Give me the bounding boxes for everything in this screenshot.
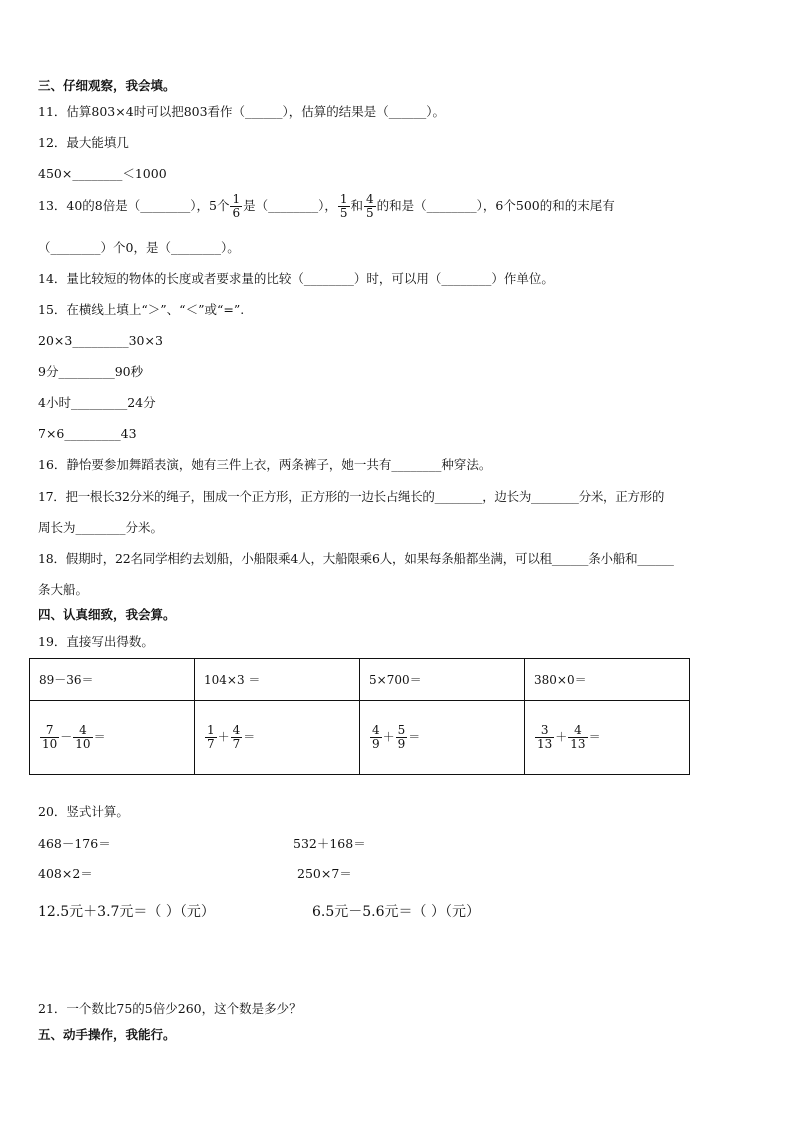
question-20: 20．竖式计算。 xyxy=(38,804,129,819)
question-20-item-e: 12.5元＋3.7元＝（ ）（元） xyxy=(38,904,215,920)
fraction: $\frac{4}{7}$ xyxy=(232,723,241,751)
table-cell: 380×0＝ xyxy=(525,659,690,701)
equals-sign: ＝ xyxy=(588,730,601,744)
table-cell: 5×700＝ xyxy=(360,659,525,701)
fraction-4-5: $\frac{4}{5}$ xyxy=(366,192,374,220)
q13-text-1: 13．40的8倍是（________），5个 xyxy=(38,198,230,213)
equals-sign: ＝ xyxy=(93,730,106,744)
table-cell: 104×3 ＝ xyxy=(195,659,360,701)
section-5-heading: 五、动手操作，我能行。 xyxy=(38,1027,176,1042)
operator: ＋ xyxy=(217,730,230,744)
fraction: $\frac{4}{10}$ xyxy=(75,723,91,751)
question-20-item-b: 532＋168＝ xyxy=(293,836,366,851)
question-12: 12．最大能填几 xyxy=(38,135,129,150)
equals-sign: ＝ xyxy=(408,730,421,744)
question-13-line-2: （________）个0，是（________）。 xyxy=(38,240,240,255)
question-20-item-c: 408×2＝ xyxy=(38,866,93,881)
question-20-item-a: 468－176＝ xyxy=(38,836,111,851)
fraction: $\frac{4}{9}$ xyxy=(372,723,380,751)
fraction: $\frac{5}{9}$ xyxy=(397,723,406,751)
question-12-item: 450×________＜1000 xyxy=(38,166,167,181)
operator: ＋ xyxy=(382,730,395,744)
fraction-1-6: $\frac{1}{6}$ xyxy=(232,192,241,220)
question-18-line-1: 18．假期时，22名同学相约去划船，小船限乘4人，大船限乘6人，如果每条船都坐满，可以租______条小船和______ xyxy=(38,551,674,566)
table-cell xyxy=(195,701,360,775)
fraction: $\frac{4}{13}$ xyxy=(570,723,586,751)
question-16: 16．静怡要参加舞蹈表演，她有三件上衣，两条裤子，她一共有________种穿法。 xyxy=(38,457,492,472)
equals-sign: ＝ xyxy=(243,730,256,744)
question-19: 19．直接写出得数。 xyxy=(38,634,154,649)
question-15: 15．在横线上填上“＞”、“＜”或“=”. xyxy=(38,302,245,317)
question-20-item-d: 250×7＝ xyxy=(297,866,352,881)
operator: ＋ xyxy=(555,730,568,744)
question-18-line-2: 条大船。 xyxy=(38,582,89,597)
question-15-item-a: 20×3_________30×3 xyxy=(38,333,163,348)
fraction: $\frac{1}{7}$ xyxy=(207,723,215,751)
question-15-item-c: 4小时_________24分 xyxy=(38,395,156,410)
question-17-line-2: 周长为________分米。 xyxy=(38,520,164,535)
fraction: $\frac{3}{13}$ xyxy=(537,723,553,751)
question-15-item-d: 7×6_________43 xyxy=(38,426,137,441)
table-cell xyxy=(30,701,195,775)
question-20-item-f: 6.5元－5.6元＝（ ）（元） xyxy=(312,904,480,920)
fraction-1-5: $\frac{1}{5}$ xyxy=(339,192,348,220)
table-cell xyxy=(525,701,690,775)
section-3-heading: 三、仔细观察，我会填。 xyxy=(38,78,176,93)
question-15-item-b: 9分_________90秒 xyxy=(38,364,144,379)
q13-text-3: 和 xyxy=(350,198,364,213)
section-4-heading: 四、认真细致，我会算。 xyxy=(38,607,176,622)
q13-text-4: 的和是（________），6个500的和的末尾有 xyxy=(376,198,615,213)
operator: － xyxy=(60,730,73,744)
fraction: $\frac{7}{10}$ xyxy=(42,723,58,751)
table-cell: 89－36＝ xyxy=(30,659,195,701)
question-11: 11．估算803×4时可以把803看作（______），估算的结果是（______）。 xyxy=(38,104,446,119)
question-13 xyxy=(38,193,615,220)
question-21: 21．一个数比75的5倍少260，这个数是多少？ xyxy=(38,1001,302,1016)
question-14: 14．量比较短的物体的长度或者要求量的比较（________）时，可以用（________）作单位。 xyxy=(38,271,554,286)
q13-text-2: 是（________）， xyxy=(243,198,337,213)
table-cell xyxy=(360,701,525,775)
question-17-line-1: 17．把一根长32分米的绳子，围成一个正方形，正方形的一边长占绳长的________，边长为________分米，正方形的 xyxy=(38,489,665,504)
table-row xyxy=(30,701,690,775)
table-row xyxy=(30,659,690,701)
mental-math-table xyxy=(29,658,690,775)
